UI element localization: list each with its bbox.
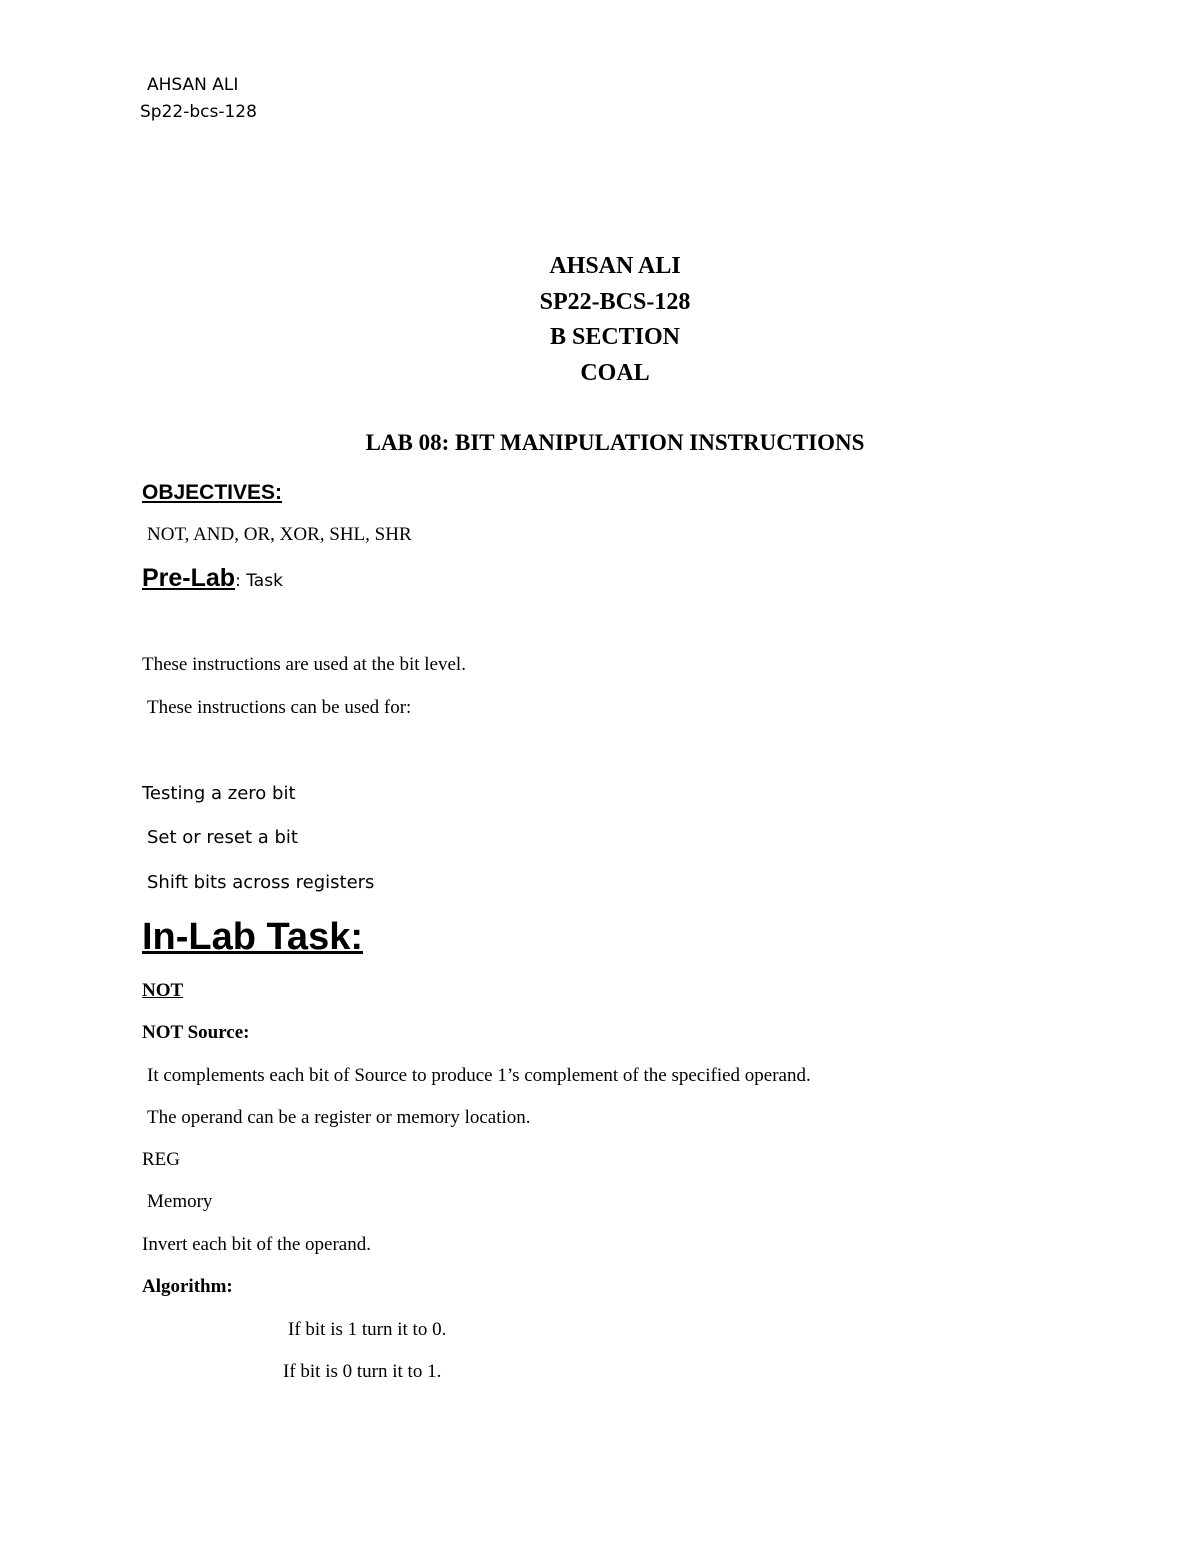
invert-text: Invert each bit of the operand. [142,1234,371,1255]
use-item-1: Testing a zero bit [142,783,296,804]
reg-label: REG [142,1149,180,1170]
title-id: SP22-BCS-128 [539,289,691,315]
title-section: B SECTION [549,324,681,350]
header-id: Sp22-bcs-128 [140,102,257,122]
not-subheading: NOT [142,980,184,1001]
lab-title: LAB 08: BIT MANIPULATION INSTRUCTIONS [365,430,865,455]
header-name: AHSAN ALI [147,75,239,95]
algo-step-2: If bit is 0 turn it to 1. [283,1361,442,1382]
not-source-label: NOT Source: [142,1022,250,1043]
algo-step-1: If bit is 1 turn it to 0. [288,1319,447,1340]
memory-label: Memory [147,1191,213,1212]
prelab-suffix: : Task [235,571,283,591]
use-item-2: Set or reset a bit [147,827,298,848]
objectives-heading: OBJECTIVES: [142,481,283,504]
not-desc-1: It complements each bit of Source to produce 1’s complement of the specified operand. [147,1065,811,1086]
prelab-heading-line [142,566,283,591]
objectives-items: NOT, AND, OR, XOR, SHL, SHR [147,524,412,545]
inlab-heading: In-Lab Task: [142,916,363,958]
use-item-3: Shift bits across registers [147,872,375,893]
title-name: AHSAN ALI [549,253,681,279]
prelab-line-1: These instructions are used at the bit level. [142,654,466,675]
title-course: COAL [580,360,650,386]
algorithm-label: Algorithm: [142,1276,233,1297]
prelab-heading: Pre-Lab [142,564,236,592]
prelab-line-2: These instructions can be used for: [147,697,412,718]
not-desc-2: The operand can be a register or memory location. [147,1107,531,1128]
